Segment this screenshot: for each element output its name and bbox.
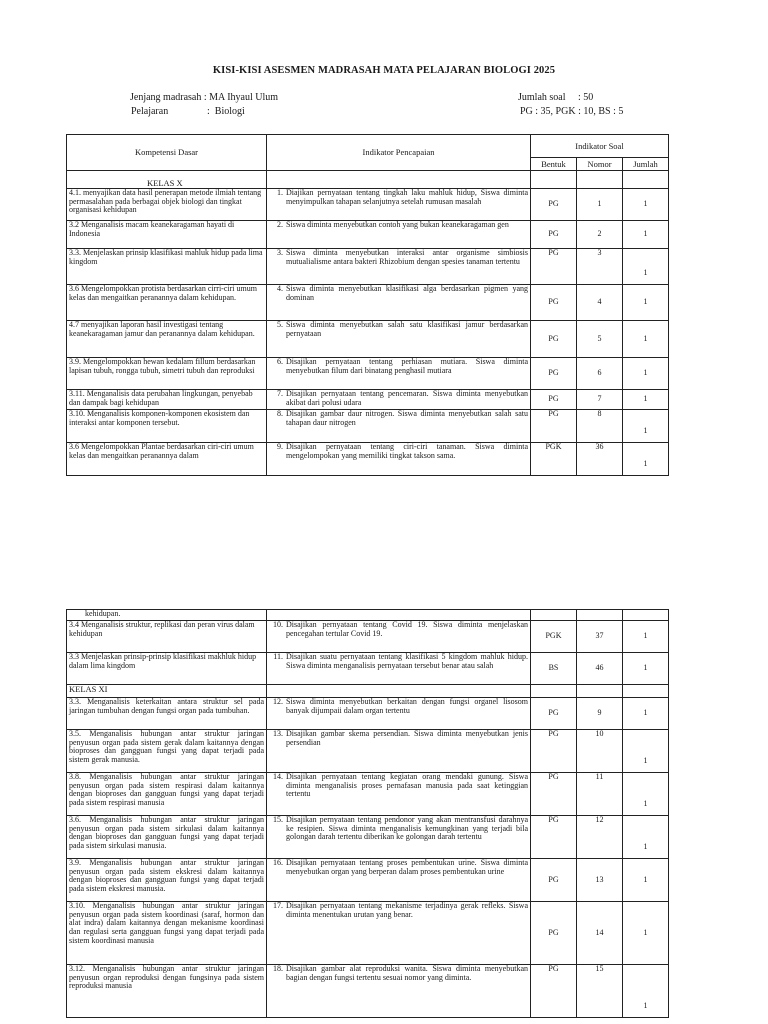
table-row — [67, 358, 669, 390]
indikator-number: 7. — [277, 389, 283, 398]
table-row — [67, 221, 669, 249]
indikator-cell — [267, 965, 531, 1018]
kompetensi-dasar-cell: 3.10. Menganalisis hubungan antar struktur jaringan penyusun organ pada sistem koordinasi (saraf, hormon dan alat indra) dalam kaitannya dengan mekanisme koordinasi dan regulasi serta gangguan fungsi yang dapat terjadi pada sistem koordinasi manusia — [67, 902, 267, 965]
indikator-text: Diajikan pernyataan tentang tingkah laku mahluk hidup, Siswa diminta menyimpulkan tahapan selanjutnya setelah rumusan masalah — [286, 188, 528, 206]
komposisi-soal: PG : 35, PGK : 10, BS : 5 — [520, 106, 624, 117]
indikator-text: Disajikan pernyataan tentang kegiatan orang mendaki gunung. Siswa diminta menganalisis proses pernafasan manusia pada saat ketinggian tertentu — [286, 772, 528, 799]
indikator-cell — [267, 321, 531, 358]
table-row — [67, 773, 669, 816]
table-row — [67, 321, 669, 358]
table-row — [67, 390, 669, 410]
nomor-cell: 11 — [577, 773, 623, 816]
indikator-text: Disajikan pernyataan tentang pencemaran. Siswa diminta menyebutkan akibat dari polusi udara — [286, 389, 528, 407]
bentuk-cell: PG — [531, 285, 577, 321]
nomor-cell: 14 — [577, 902, 623, 965]
jumlah-cell: 1 — [623, 653, 669, 685]
indikator-text: Disajikan pernyataan tentang Covid 19. Siswa diminta menjelaskan pencegahan tertular Covid 19. — [286, 620, 528, 638]
nomor-cell: 13 — [577, 859, 623, 902]
kisi-kisi-table-page-1 — [66, 134, 669, 476]
nomor-cell: 6 — [577, 358, 623, 390]
kompetensi-dasar-cell: 3.3. Menjelaskan prinsip klasifikasi mahluk hidup pada lima kingdom — [67, 249, 267, 285]
bentuk-cell: PG — [531, 698, 577, 730]
header-indikator-pencapaian: Indikator Pencapaian — [267, 135, 531, 171]
nomor-cell: 5 — [577, 321, 623, 358]
jumlah-cell: 1 — [623, 965, 669, 1018]
indikator-cell — [267, 390, 531, 410]
indikator-number: 3. — [277, 248, 283, 257]
nomor-cell: 8 — [577, 410, 623, 443]
header-kompetensi-dasar: Kompetensi Dasar — [67, 135, 267, 171]
carry-over-text: kehidupan. — [67, 610, 267, 621]
indikator-cell — [267, 730, 531, 773]
nomor-cell: 9 — [577, 698, 623, 730]
jumlah-cell: 1 — [623, 189, 669, 221]
kompetensi-dasar-cell: 3.3. Menganalisis keterkaitan antara struktur sel pada jaringan tumbuhan dengan fungsi organ pada tumbuhan. — [67, 698, 267, 730]
indikator-cell — [267, 189, 531, 221]
nomor-cell: 3 — [577, 249, 623, 285]
jumlah-cell: 1 — [623, 859, 669, 902]
indikator-cell — [267, 773, 531, 816]
kompetensi-dasar-cell: 3.6. Menganalisis hubungan antar struktur jaringan penyusun organ pada sistem sirkulasi dalam kaitannya dengan bioproses dan gangguan fungsi yang dapat terjadi pada sistem sirkulasi manusia. — [67, 816, 267, 859]
indikator-cell — [267, 816, 531, 859]
indikator-number: 8. — [277, 409, 283, 418]
kelas-xi-label: KELAS XI — [67, 685, 267, 698]
header-indikator-soal: Indikator Soal — [531, 135, 669, 158]
indikator-cell — [267, 221, 531, 249]
indikator-cell — [267, 698, 531, 730]
bentuk-cell: PG — [531, 859, 577, 902]
kompetensi-dasar-cell: 3.5. Menganalisis hubungan antar struktur jaringan penyusun organ pada sistem gerak dalam kaitannya dengan bioproses dan gangguan fungsi yang dapat terjadi pada sistem gerak manusia. — [67, 730, 267, 773]
header-jumlah: Jumlah — [623, 158, 669, 171]
table-row — [67, 698, 669, 730]
document-title: KISI-KISI ASESMEN MADRASAH MATA PELAJARAN BIOLOGI 2025 — [212, 65, 556, 76]
bentuk-cell: PG — [531, 358, 577, 390]
indikator-text: Disajikan pernyataan tentang ciri-ciri tanaman. Siswa diminta mengelompokan yang memiliki tingkat takson sama. — [286, 442, 528, 460]
jenjang-madrasah: Jenjang madrasah : MA Ihyaul Ulum — [130, 92, 279, 103]
kisi-kisi-table-page-2 — [66, 609, 669, 1018]
bentuk-cell: PG — [531, 902, 577, 965]
indikator-number: 4. — [277, 284, 283, 293]
kompetensi-dasar-cell: 3.8. Menganalisis hubungan antar struktur jaringan penyusun organ pada sistem respirasi dalam kaitannya dengan bioproses dan gangguan fungsi yang dapat terjadi pada sistem respirasi manusia — [67, 773, 267, 816]
indikator-number: 14. — [273, 772, 283, 781]
bentuk-cell: PG — [531, 321, 577, 358]
indikator-text: Disajikan pernyataan tentang pendonor yang akan mentransfusi darahnya ke resipien. Siswa diminta menganalisis kemungkinan yang terjadi bila golongan darah tertentu diberikan ke golongan darah tertentu — [286, 815, 528, 842]
header-bentuk: Bentuk — [531, 158, 577, 171]
indikator-text: Siswa diminta menyebutkan contoh yang bukan keanekaragaman gen — [286, 220, 509, 229]
jumlah-cell: 1 — [623, 902, 669, 965]
nomor-cell: 2 — [577, 221, 623, 249]
nomor-cell: 7 — [577, 390, 623, 410]
bentuk-cell: PG — [531, 410, 577, 443]
kompetensi-dasar-cell: 3.11. Menganalisis data perubahan lingkungan, penyebab dan dampak bagi kehidupan — [67, 390, 267, 410]
indikator-text: Disajikan gambar alat reproduksi wanita. Siswa diminta menyebutkan bagian dengan fungsi tertentu sesuai nomor yang diminta. — [286, 964, 528, 982]
indikator-cell — [267, 902, 531, 965]
indikator-number: 18. — [273, 964, 283, 973]
bentuk-cell: PG — [531, 189, 577, 221]
nomor-cell: 4 — [577, 285, 623, 321]
table-row — [67, 653, 669, 685]
nomor-cell: 12 — [577, 816, 623, 859]
indikator-text: Siswa diminta menyebutkan salah satu klasifikasi jamur berdasarkan pernyataan — [286, 320, 528, 338]
kompetensi-dasar-cell: 3.12. Menganalisis hubungan antar struktur jaringan penyusun organ reproduksi dengan fungsinya pada sistem reproduksi manusia — [67, 965, 267, 1018]
kompetensi-dasar-cell: 3.10. Menganalisis komponen-komponen ekosistem dan interaksi antar komponen tersebut. — [67, 410, 267, 443]
jumlah-cell: 1 — [623, 249, 669, 285]
indikator-number: 9. — [277, 442, 283, 451]
table-row — [67, 189, 669, 221]
indikator-text: Disajikan pernyataan tentang perhiasan mutiara. Siswa diminta menyebutkan filum dari binatang penghasil mutiara — [286, 357, 528, 375]
indikator-number: 6. — [277, 357, 283, 366]
jumlah-cell: 1 — [623, 443, 669, 476]
jumlah-soal: Jumlah soal : 50 — [518, 92, 594, 103]
indikator-text: Siswa diminta menyebutkan klasifikasi alga berdasarkan pigmen yang dominan — [286, 284, 528, 302]
pelajaran-label: Pelajaran — [131, 106, 169, 117]
table-row — [67, 443, 669, 476]
jumlah-cell: 1 — [623, 321, 669, 358]
indikator-number: 13. — [273, 729, 283, 738]
kelas-x-label: KELAS X — [67, 171, 267, 189]
kompetensi-dasar-cell: 3.3 Menjelaskan prinsip-prinsip klasifikasi makhluk hidup dalam lima kingdom — [67, 653, 267, 685]
pelajaran-value: : Biologi — [207, 106, 245, 117]
indikator-cell — [267, 410, 531, 443]
indikator-number: 5. — [277, 320, 283, 329]
bentuk-cell: PGK — [531, 443, 577, 476]
indikator-cell — [267, 358, 531, 390]
jumlah-cell: 1 — [623, 358, 669, 390]
indikator-cell — [267, 443, 531, 476]
kompetensi-dasar-cell: 3.4 Menganalisis struktur, replikasi dan peran virus dalam kehidupan — [67, 621, 267, 653]
bentuk-cell: PG — [531, 730, 577, 773]
table-row — [67, 902, 669, 965]
indikator-number: 1. — [277, 188, 283, 197]
nomor-cell: 37 — [577, 621, 623, 653]
bentuk-cell: BS — [531, 653, 577, 685]
table-row — [67, 859, 669, 902]
indikator-text: Disajikan pernyataan tentang mekanisme terjadinya gerak refleks. Siswa diminta menentukan urutan yang benar. — [286, 901, 528, 919]
indikator-cell — [267, 859, 531, 902]
bentuk-cell: PGK — [531, 621, 577, 653]
indikator-number: 15. — [273, 815, 283, 824]
indikator-number: 16. — [273, 858, 283, 867]
table-row — [67, 249, 669, 285]
nomor-cell: 1 — [577, 189, 623, 221]
indikator-text: Siswa diminta menyebutkan interaksi antar organisme simbiosis mutualialisme antara bakteri Rhizobium dengan spesies tanaman tertentu — [286, 248, 528, 266]
indikator-cell — [267, 621, 531, 653]
indikator-number: 17. — [273, 901, 283, 910]
bentuk-cell: PG — [531, 816, 577, 859]
jumlah-cell: 1 — [623, 730, 669, 773]
nomor-cell: 46 — [577, 653, 623, 685]
indikator-cell — [267, 285, 531, 321]
jumlah-cell: 1 — [623, 621, 669, 653]
indikator-text: Disajikan suatu pernyataan tentang klasifikasi 5 kingdom mahluk hidup. Siswa diminta menganalisis pernyataan tersebut benar atau salah — [286, 652, 528, 670]
kompetensi-dasar-cell: 4.7 menyajikan laporan hasil investigasi tentang keanekaragaman jamur dan peranannya dalam kehidupan. — [67, 321, 267, 358]
bentuk-cell: PG — [531, 390, 577, 410]
table-row — [67, 621, 669, 653]
bentuk-cell: PG — [531, 221, 577, 249]
table-row — [67, 730, 669, 773]
kompetensi-dasar-cell: 3.9. Menganalisis hubungan antar struktur jaringan penyusun organ pada sistem ekskresi dalam kaitannya dengan bioproses dan gangguan fungsi yang dapat terjadi pada sistem ekskresi manusia. — [67, 859, 267, 902]
indikator-cell — [267, 249, 531, 285]
nomor-cell: 10 — [577, 730, 623, 773]
jumlah-cell: 1 — [623, 410, 669, 443]
jumlah-cell: 1 — [623, 698, 669, 730]
indikator-number: 2. — [277, 220, 283, 229]
kompetensi-dasar-cell: 3.2 Menganalisis macam keanekaragaman hayati di Indonesia — [67, 221, 267, 249]
bentuk-cell: PG — [531, 249, 577, 285]
indikator-text: Siswa diminta menyebutkan berkaitan dengan fungsi organel lisosom banyak dijumpaii dalam organ tertentu — [286, 697, 528, 715]
kompetensi-dasar-cell: 3.9. Mengelompokkan hewan kedalam fillum berdasarkan lapisan tubuh, rongga tubuh, simetri tubuh dan reproduksi — [67, 358, 267, 390]
indikator-number: 12. — [273, 697, 283, 706]
table-row — [67, 285, 669, 321]
indikator-number: 11. — [273, 652, 283, 661]
table-row — [67, 965, 669, 1018]
nomor-cell: 36 — [577, 443, 623, 476]
indikator-text: Disajikan gambar daur nitrogen. Siswa diminta menyebutkan salah satu tahapan daur nitrogen — [286, 409, 528, 427]
jumlah-cell: 1 — [623, 773, 669, 816]
kompetensi-dasar-cell: 3.6 Mengelompokkan protista berdasarkan cirri-ciri umum kelas dan mengaitkan peranannya dalam kehidupan. — [67, 285, 267, 321]
bentuk-cell: PG — [531, 773, 577, 816]
jumlah-cell: 1 — [623, 390, 669, 410]
header-nomor: Nomor — [577, 158, 623, 171]
jumlah-cell: 1 — [623, 221, 669, 249]
indikator-text: Disajikan pernyataan tentang proses pembentukan urine. Siswa diminta menyebutkan organ yang berperan dalam proses pembentukan urine — [286, 858, 528, 876]
kompetensi-dasar-cell: 4.1. menyajikan data hasil penerapan metode ilmiah tentang permasalahan pada berbagai objek biologi dan tingkat organisasi kehidupan — [67, 189, 267, 221]
nomor-cell: 15 — [577, 965, 623, 1018]
indikator-number: 10. — [273, 620, 283, 629]
jumlah-cell: 1 — [623, 816, 669, 859]
indikator-cell — [267, 653, 531, 685]
table-row — [67, 816, 669, 859]
jumlah-cell: 1 — [623, 285, 669, 321]
table-row — [67, 410, 669, 443]
kompetensi-dasar-cell: 3.6 Mengelompokkan Plantae berdasarkan ciri-ciri umum kelas dan mengaitkan peranannya dalam — [67, 443, 267, 476]
bentuk-cell: PG — [531, 965, 577, 1018]
indikator-text: Disajikan gambar skema persendian. Siswa diminta menyebutkan jenis persendian — [286, 729, 528, 747]
